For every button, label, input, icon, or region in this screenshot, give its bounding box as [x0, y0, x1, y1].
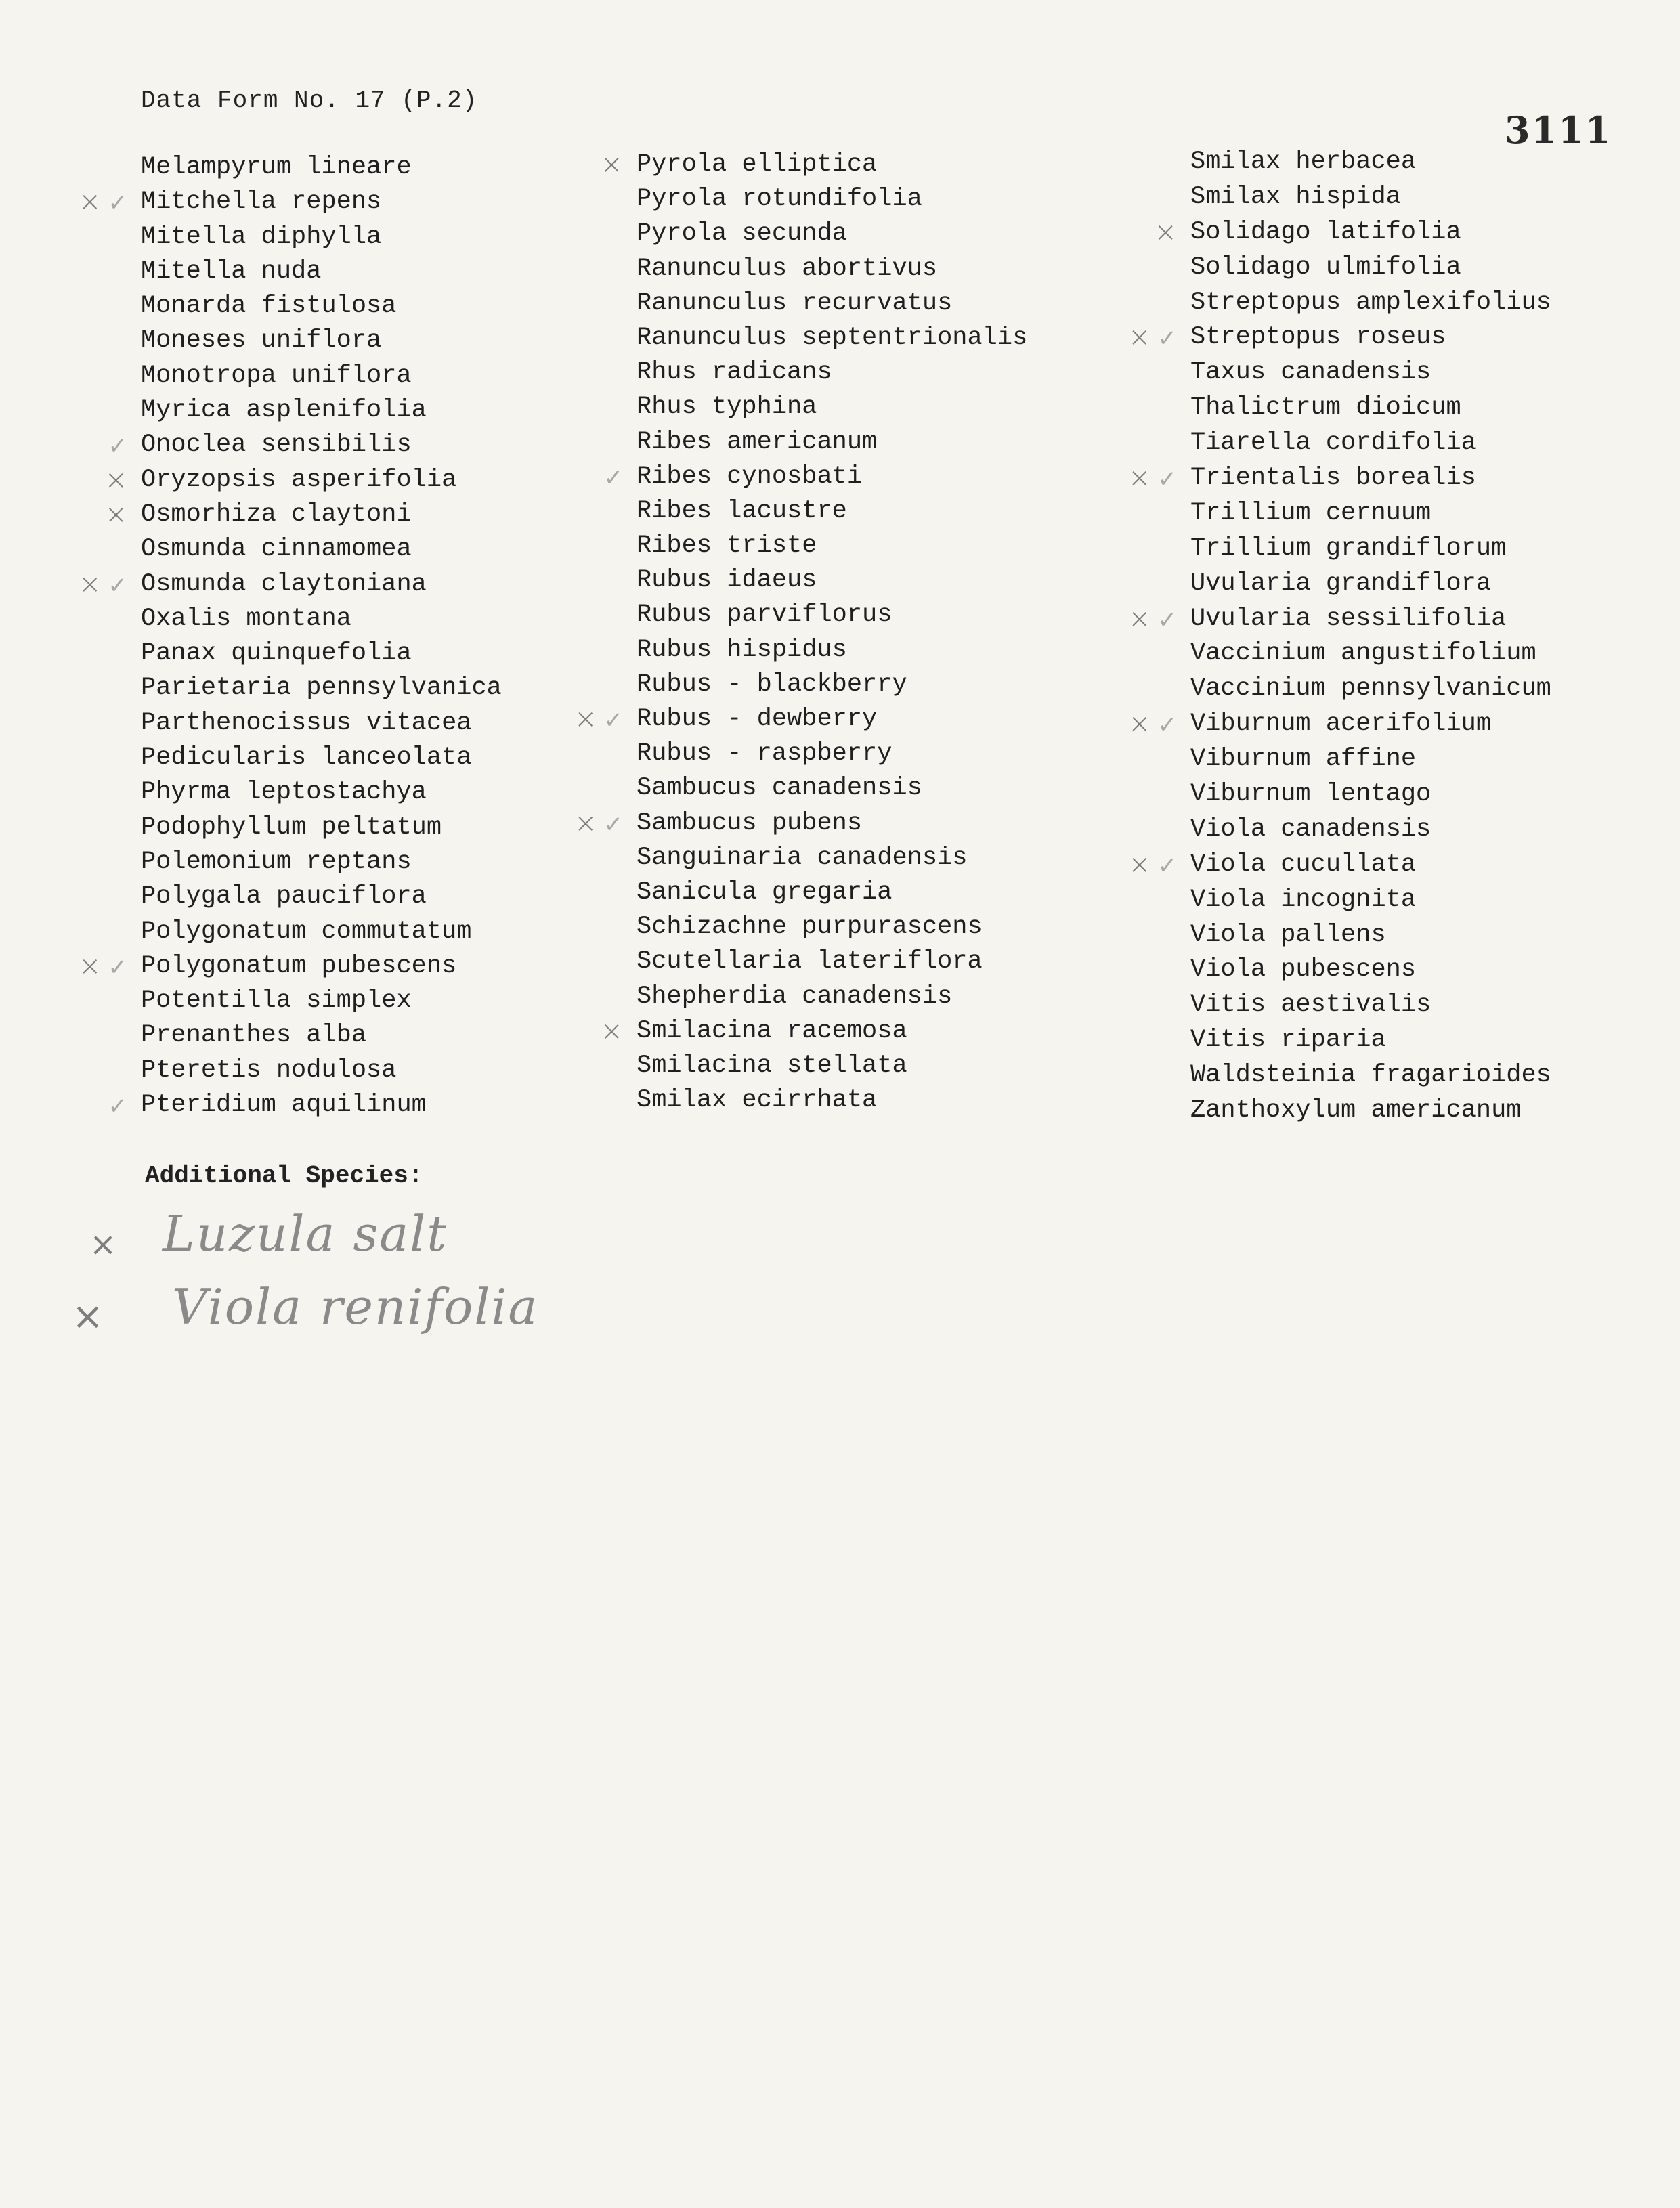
species-name: Ribes americanum [637, 427, 878, 456]
species-row [637, 494, 1027, 529]
species-name: Viola cucullata [1190, 850, 1417, 879]
species-row [1190, 145, 1551, 180]
species-row [1190, 355, 1551, 391]
species-name: Polygonatum commutatum [141, 917, 472, 946]
species-row [637, 633, 1027, 668]
tally-marks [108, 1088, 135, 1124]
x-mark-icon: × [1127, 848, 1158, 880]
species-name: Monarda fistulosa [141, 292, 397, 321]
species-row [637, 980, 1027, 1014]
check-mark-icon: ✓ [108, 1093, 134, 1121]
tally-marks [1154, 215, 1184, 251]
species-name: Vaccinium pennsylvanicum [1190, 674, 1551, 703]
species-row [637, 737, 1027, 771]
species-row [1190, 742, 1551, 777]
tally-marks [604, 460, 630, 496]
species-row [637, 182, 1027, 217]
check-mark-icon: ✓ [603, 464, 630, 492]
species-name: Rubus - raspberry [637, 739, 892, 769]
species-row [574, 806, 1027, 841]
tally-marks [1128, 461, 1184, 498]
x-mark-icon: × [1127, 708, 1158, 740]
species-name: Rubus - dewberry [637, 705, 878, 733]
tally-marks [79, 185, 134, 221]
species-name: Pedicularis lanceolata [141, 743, 472, 773]
x-mark-icon: × [1154, 216, 1184, 248]
species-row [141, 289, 502, 324]
species-row [603, 460, 1027, 494]
species-name: Phyrma leptostachya [141, 778, 427, 807]
species-row [600, 148, 1027, 182]
species-name: Rubus hispidus [637, 635, 847, 664]
species-name: Pteridium aquilinum [141, 1091, 427, 1120]
species-name: Moneses uniflora [141, 326, 382, 355]
species-name: Monotropa uniflora [141, 361, 412, 390]
check-mark-icon: ✓ [108, 953, 134, 981]
species-name: Smilax herbacea [1190, 148, 1417, 176]
species-row [104, 463, 502, 498]
species-name: Viburnum affine [1190, 745, 1417, 774]
species-row [108, 1088, 502, 1123]
species-name: Mitella diphylla [141, 222, 382, 251]
species-row [1127, 461, 1551, 496]
species-name: Vaccinium angustifolium [1190, 639, 1536, 668]
species-row [637, 252, 1027, 286]
species-row [637, 1049, 1027, 1083]
species-name: Oryzopsis asperifolia [141, 465, 457, 494]
x-mark-icon: × [104, 464, 134, 496]
species-row [600, 1014, 1027, 1049]
species-name: Tiarella cordifolia [1190, 429, 1476, 458]
species-row [1190, 672, 1551, 707]
species-name: Polemonium reptans [141, 847, 412, 876]
species-name: Smilax ecirrhata [637, 1086, 878, 1115]
species-name: Viburnum acerifolium [1190, 710, 1492, 739]
species-row [637, 321, 1027, 355]
species-name: Uvularia grandiflora [1190, 569, 1492, 598]
species-name: Zanthoxylum americanum [1190, 1096, 1522, 1125]
tally-marks [574, 702, 630, 738]
species-row [78, 949, 502, 984]
species-row [104, 498, 502, 532]
species-name: Smilacina racemosa [637, 1016, 907, 1045]
species-name: Vitis aestivalis [1190, 991, 1431, 1020]
species-row [141, 150, 502, 185]
species-row [637, 875, 1027, 910]
species-row [1127, 848, 1551, 883]
species-row [1190, 636, 1551, 672]
species-row [637, 841, 1027, 875]
x-mark-icon: × [1127, 462, 1158, 494]
species-row [637, 598, 1027, 632]
check-mark-icon: ✓ [108, 190, 134, 217]
species-row [574, 702, 1027, 737]
species-row [141, 1054, 502, 1088]
tally-marks [1128, 707, 1184, 743]
species-row [1190, 883, 1551, 918]
species-row [1127, 707, 1551, 742]
species-row [141, 915, 502, 949]
species-name: Ribes cynosbati [637, 462, 863, 491]
species-name: Solidago latifolia [1190, 217, 1461, 246]
handwritten-x-mark: × [89, 1226, 117, 1263]
species-row [637, 563, 1027, 598]
species-name: Smilacina stellata [637, 1051, 907, 1080]
species-row [141, 393, 502, 428]
species-name: Parthenocissus vitacea [141, 708, 472, 737]
species-row [141, 671, 502, 706]
species-name: Sanicula gregaria [637, 878, 892, 907]
species-row [637, 529, 1027, 563]
species-row [141, 741, 502, 775]
species-row [1190, 532, 1551, 567]
species-name: Trillium cernuum [1190, 498, 1431, 527]
species-row [1190, 286, 1551, 321]
form-title: Data Form No. 17 (P.2) [141, 87, 478, 114]
tally-marks [1128, 320, 1184, 357]
species-name: Uvularia sessilifolia [1190, 604, 1507, 633]
species-name: Viburnum lentago [1190, 780, 1431, 809]
species-row [1190, 251, 1551, 286]
species-name: Ribes triste [637, 532, 817, 561]
species-name: Myrica asplenifolia [141, 396, 427, 425]
species-row [78, 567, 502, 602]
species-name: Osmunda cinnamomea [141, 535, 412, 564]
species-row [1127, 602, 1551, 637]
x-mark-icon: × [574, 703, 604, 735]
species-name: Waldsteinia fragarioides [1190, 1061, 1551, 1090]
species-name: Smilax hispida [1190, 182, 1401, 211]
species-row [141, 532, 502, 567]
species-name: Rubus parviflorus [637, 601, 892, 630]
species-name: Sambucus canadensis [637, 774, 922, 803]
species-row [141, 706, 502, 741]
species-name: Polygonatum pubescens [141, 951, 457, 980]
tally-marks [104, 463, 134, 498]
species-column-3 [1127, 145, 1551, 1129]
species-row [637, 771, 1027, 806]
species-name: Streptopus roseus [1190, 323, 1446, 352]
page-id-stamp: 3111 [1505, 108, 1612, 152]
species-row [637, 425, 1027, 460]
species-name: Melampyrum lineare [141, 153, 412, 181]
species-name: Osmunda claytoniana [141, 569, 427, 599]
check-mark-icon: ✓ [108, 571, 134, 599]
x-mark-icon: × [1127, 322, 1158, 353]
species-name: Polygala pauciflora [141, 882, 427, 911]
species-name: Sanguinaria canadensis [637, 843, 968, 872]
species-row [637, 355, 1027, 390]
x-mark-icon: × [574, 807, 604, 839]
species-name: Thalictrum dioicum [1190, 393, 1461, 423]
species-row [637, 217, 1027, 251]
check-mark-icon: ✓ [1157, 852, 1184, 880]
species-row [141, 775, 502, 810]
species-row [1154, 215, 1551, 251]
species-row [141, 984, 502, 1018]
species-row [108, 428, 502, 462]
species-row [141, 220, 502, 255]
species-row [1190, 777, 1551, 813]
species-name: Podophyllum peltatum [141, 813, 442, 842]
check-mark-icon: ✓ [603, 707, 630, 734]
species-row [141, 1018, 502, 1053]
x-mark-icon: × [78, 568, 108, 600]
handwritten-x-mark: × [72, 1295, 104, 1339]
species-name: Ranunculus recurvatus [637, 288, 953, 318]
x-mark-icon: × [600, 1015, 630, 1047]
species-name: Taxus canadensis [1190, 358, 1431, 387]
species-row [637, 945, 1027, 979]
species-row [1190, 1058, 1551, 1094]
species-name: Pyrola elliptica [637, 150, 878, 179]
species-name: Viola canadensis [1190, 815, 1431, 844]
species-name: Trientalis borealis [1190, 464, 1476, 493]
species-row [1190, 988, 1551, 1023]
tally-marks [1128, 602, 1184, 638]
x-mark-icon: × [78, 186, 108, 218]
x-mark-icon: × [600, 149, 630, 180]
species-name: Pteretis nodulosa [141, 1056, 397, 1085]
handwritten-species: Luzula salt [163, 1205, 448, 1262]
species-name: Solidago ulmifolia [1190, 253, 1461, 282]
species-name: Scutellaria lateriflora [637, 947, 983, 976]
tally-marks [574, 806, 630, 842]
tally-marks [108, 428, 135, 464]
x-mark-icon: × [1127, 603, 1158, 634]
tally-marks [104, 498, 134, 532]
species-row [637, 668, 1027, 702]
species-row [1190, 1094, 1551, 1129]
species-name: Streptopus amplexifolius [1190, 288, 1551, 317]
tally-marks [600, 1014, 630, 1049]
check-mark-icon: ✓ [603, 810, 630, 838]
species-name: Viola incognita [1190, 885, 1417, 914]
species-row [141, 810, 502, 845]
check-mark-icon: ✓ [1157, 712, 1184, 739]
species-row [141, 602, 502, 636]
check-mark-icon: ✓ [108, 433, 134, 460]
x-mark-icon: × [78, 950, 108, 982]
species-name: Rhus radicans [637, 358, 832, 387]
species-name: Sambucus pubens [637, 808, 863, 838]
species-row [1190, 180, 1551, 215]
check-mark-icon: ✓ [1157, 466, 1184, 494]
species-row [141, 845, 502, 880]
species-name: Vitis riparia [1190, 1026, 1386, 1055]
species-name: Mitella nuda [141, 257, 322, 286]
species-name: Ribes lacustre [637, 496, 847, 525]
species-row [141, 324, 502, 358]
species-name: Ranunculus septentrionalis [637, 323, 1028, 352]
species-name: Viola pallens [1190, 920, 1386, 949]
species-row [1127, 320, 1551, 355]
species-row [141, 880, 502, 914]
species-name: Parietaria pennsylvanica [141, 674, 502, 703]
species-column-2 [574, 148, 1028, 1118]
tally-marks [1128, 848, 1184, 884]
species-row [1190, 813, 1551, 848]
species-name: Panax quinquefolia [141, 639, 412, 668]
species-row [637, 286, 1027, 321]
tally-marks [600, 148, 630, 182]
additional-species-label: Additional Species: [145, 1162, 423, 1190]
species-name: Rhus typhina [637, 393, 817, 422]
species-row [1190, 496, 1551, 532]
species-name: Rubus - blackberry [637, 670, 907, 699]
species-name: Trillium grandiflorum [1190, 534, 1507, 563]
species-name: Potentilla simplex [141, 987, 412, 1016]
species-row [78, 185, 502, 219]
tally-marks [79, 567, 134, 603]
check-mark-icon: ✓ [1157, 606, 1184, 634]
check-mark-icon: ✓ [1157, 325, 1184, 353]
species-name: Mitchella repens [141, 188, 382, 217]
species-row [141, 636, 502, 671]
species-row [637, 390, 1027, 425]
species-row [141, 255, 502, 289]
species-row [1190, 918, 1551, 953]
species-name: Rubus idaeus [637, 566, 817, 595]
species-row [1190, 426, 1551, 461]
species-column-1 [78, 150, 502, 1123]
species-name: Shepherdia canadensis [637, 982, 953, 1011]
species-row [637, 910, 1027, 945]
species-name: Prenanthes alba [141, 1021, 367, 1050]
species-name: Viola pubescens [1190, 955, 1417, 984]
species-row [1190, 391, 1551, 426]
species-row [1190, 1023, 1551, 1058]
species-row [637, 1083, 1027, 1118]
species-name: Ranunculus abortivus [637, 254, 938, 283]
x-mark-icon: × [104, 498, 134, 530]
species-row [141, 359, 502, 393]
species-name: Schizachne purpurascens [637, 913, 983, 942]
species-row [1190, 567, 1551, 602]
species-name: Onoclea sensibilis [141, 431, 412, 460]
species-name: Oxalis montana [141, 604, 351, 633]
tally-marks [79, 949, 134, 985]
handwritten-species: Viola renifolia [172, 1278, 539, 1335]
species-name: Pyrola secunda [637, 219, 847, 248]
species-name: Pyrola rotundifolia [637, 185, 922, 214]
species-name: Osmorhiza claytoni [141, 500, 412, 529]
species-row [1190, 953, 1551, 988]
